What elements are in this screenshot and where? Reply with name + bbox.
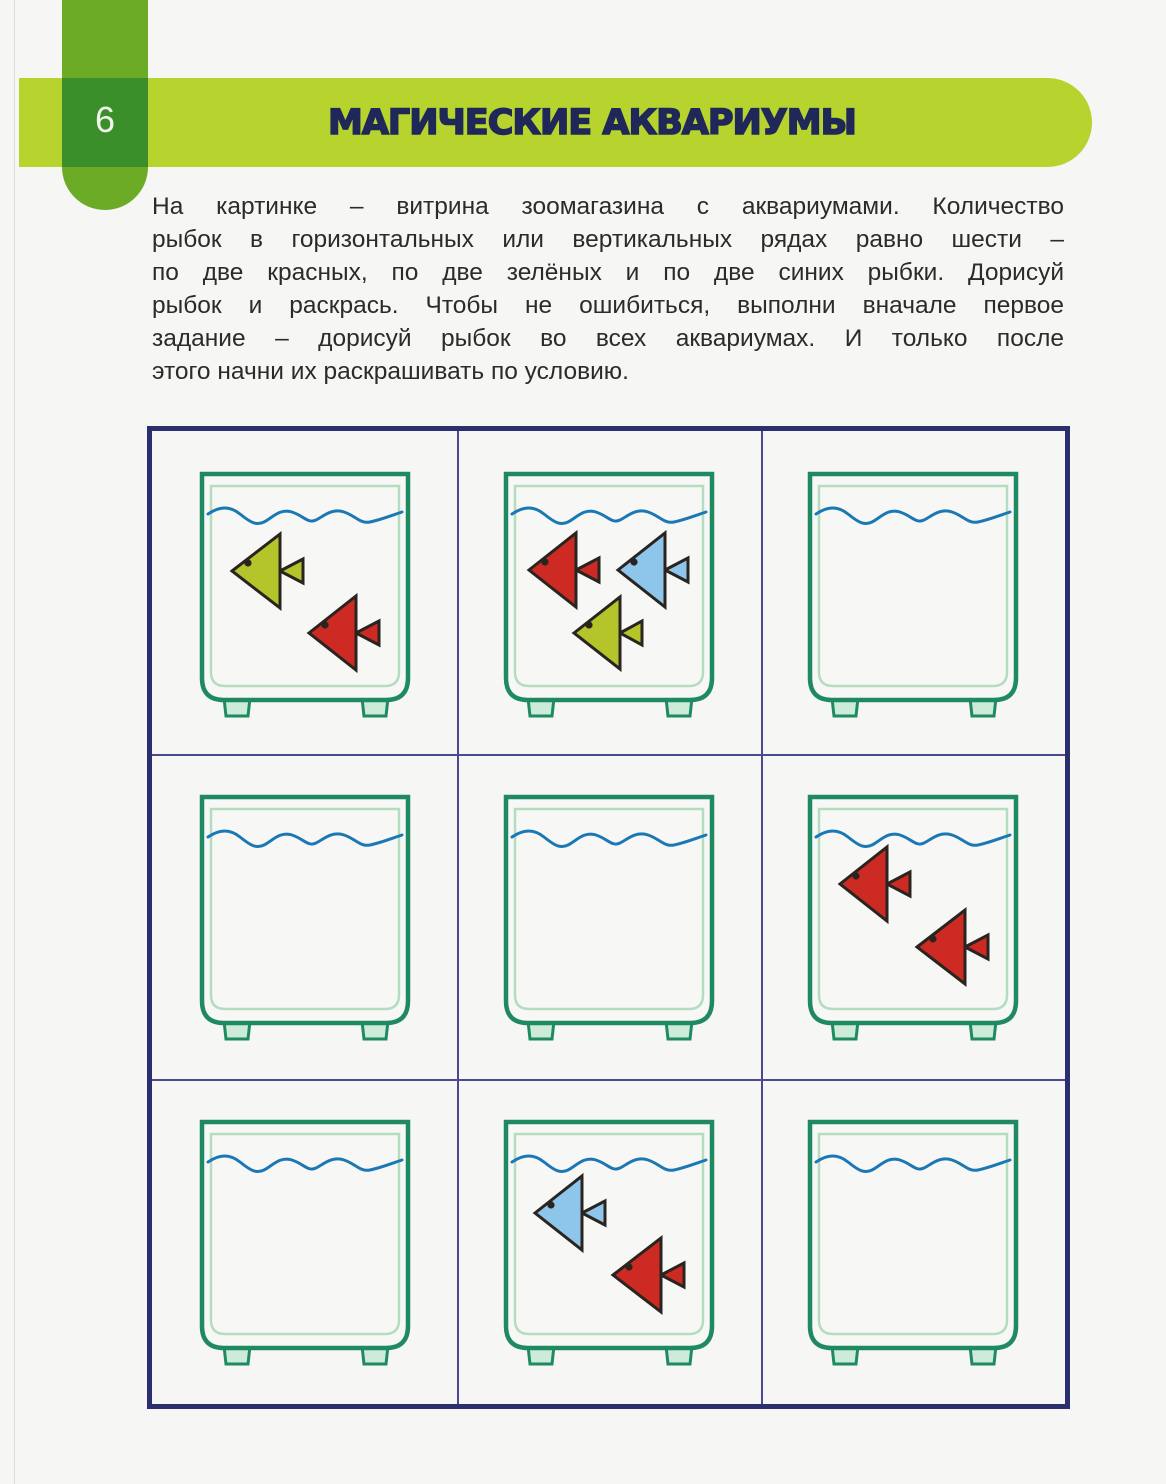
aquarium-cell[interactable]	[761, 431, 1066, 756]
aquarium-cell[interactable]	[457, 1080, 762, 1405]
aquarium-tank	[202, 474, 408, 700]
aquarium-tank	[506, 797, 712, 1023]
aquarium-icon	[502, 793, 716, 1045]
aquarium-tank	[506, 474, 712, 700]
aquarium-grid	[147, 426, 1070, 1409]
aquarium-icon	[198, 1118, 412, 1370]
aquarium-tank	[810, 474, 1016, 700]
instructions-line: рыбок в горизонтальных или вертикальных рядах равно шести –	[152, 226, 1064, 253]
aquarium-icon	[806, 793, 1020, 1045]
aquarium-cell[interactable]	[152, 1080, 457, 1405]
instructions-line: этого начни их раскрашивать по условию.	[152, 358, 629, 385]
aquarium-icon	[198, 470, 412, 722]
instructions-line: На картинке – витрина зоомагазина с аквариумами. Количество	[152, 193, 1064, 220]
aquarium-cell[interactable]	[761, 755, 1066, 1080]
page-number: 6	[94, 99, 116, 140]
aquarium-cell[interactable]	[152, 431, 457, 756]
page-edge	[14, 0, 15, 1484]
instructions-line: по две красных, по две зелёных и по две синих рыбки. Дорисуй	[152, 259, 1064, 286]
aquarium-icon	[198, 793, 412, 1045]
instructions-line: рыбок и раскрась. Чтобы не ошибиться, выполни вначале первое	[152, 292, 1064, 319]
instructions-line: задание – дорисуй рыбок во всех аквариумах. И только после	[152, 325, 1064, 352]
aquarium-cell[interactable]	[761, 1080, 1066, 1405]
aquarium-cell[interactable]	[152, 755, 457, 1080]
aquarium-tank	[506, 1122, 712, 1348]
aquarium-icon	[502, 470, 716, 722]
aquarium-tank	[810, 797, 1016, 1023]
aquarium-icon	[502, 1118, 716, 1370]
aquarium-icon	[806, 1118, 1020, 1370]
aquarium-cell[interactable]	[457, 755, 762, 1080]
aquarium-icon	[806, 470, 1020, 722]
page-title: МАГИЧЕСКИЕ АКВАРИУМЫ	[328, 103, 856, 143]
aquarium-tank	[810, 1122, 1016, 1348]
aquarium-tank	[202, 797, 408, 1023]
aquarium-tank	[202, 1122, 408, 1348]
aquarium-cell[interactable]	[457, 431, 762, 756]
instructions-paragraph	[152, 190, 1064, 388]
